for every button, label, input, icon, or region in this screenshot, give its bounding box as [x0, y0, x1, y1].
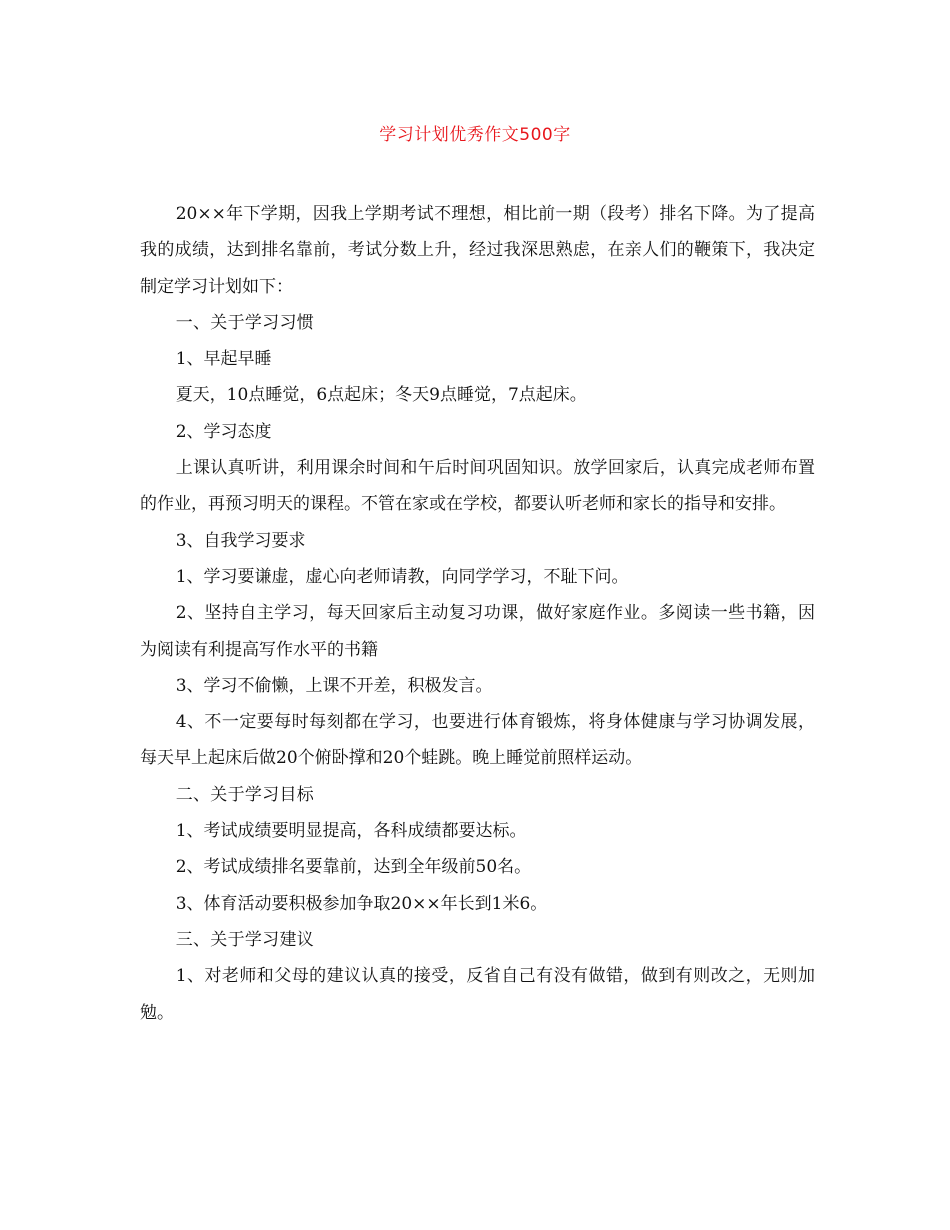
- document-title: 学习计划优秀作文500字: [379, 125, 571, 145]
- section-heading-study-habits: 一、关于学习习惯: [175, 312, 315, 333]
- section-heading-study-goals: 二、关于学习目标: [175, 784, 315, 805]
- document-body: [140, 196, 815, 1031]
- intro-paragraph: 20××年下学期，因我上学期考试不理想，相比前一期（段考）排名下降。为了提高我的成绩，达到排名靠前，考试分数上升，经过我深思熟虑，在亲人们的鞭策下，我决定制定学习计划如下：: [140, 204, 815, 297]
- list-item-accept-advice: 1、对老师和父母的建议认真的接受，反省自己有没有做错，做到有则改之，无则加勉。: [140, 966, 815, 1023]
- list-item-exercise: 4、不一定要每时每刻都在学习，也要进行体育锻炼，将身体健康与学习协调发展，每天早上起床后做20个俯卧撑和20个蛙跳。晚上睡觉前照样运动。: [140, 712, 815, 769]
- list-item-ranking: 2、考试成绩排名要靠前，达到全年级前50名。: [175, 857, 532, 878]
- list-item-no-slacking: 3、学习不偷懒，上课不开差，积极发言。: [175, 675, 493, 696]
- paragraph-sleep-schedule: 夏天，10点睡觉，6点起床；冬天9点睡觉，7点起床。: [175, 385, 587, 406]
- list-item-sports: 3、体育活动要积极参加争取20××年长到1米6。: [175, 893, 548, 914]
- paragraph-study-attitude: 上课认真听讲，利用课余时间和午后时间巩固知识。放学回家后，认真完成老师布置的作业，再预习明天的课程。不管在家或在学校，都要认听老师和家长的指导和安排。: [140, 458, 815, 515]
- list-item-self-study: 2、坚持自主学习，每天回家后主动复习功课，做好家庭作业。多阅读一些书籍，因为阅读有利提高写作水平的书籍: [140, 603, 815, 660]
- list-item-humble: 1、学习要谦虚，虚心向老师请教，向同学学习，不耻下问。: [175, 566, 629, 587]
- list-item-grades: 1、考试成绩要明显提高，各科成绩都要达标。: [175, 821, 527, 842]
- subheading-study-attitude: 2、学习态度: [175, 421, 272, 442]
- subheading-early-sleep: 1、早起早睡: [175, 349, 272, 370]
- subheading-self-requirements: 3、自我学习要求: [175, 530, 306, 551]
- section-heading-study-advice: 三、关于学习建议: [175, 929, 315, 950]
